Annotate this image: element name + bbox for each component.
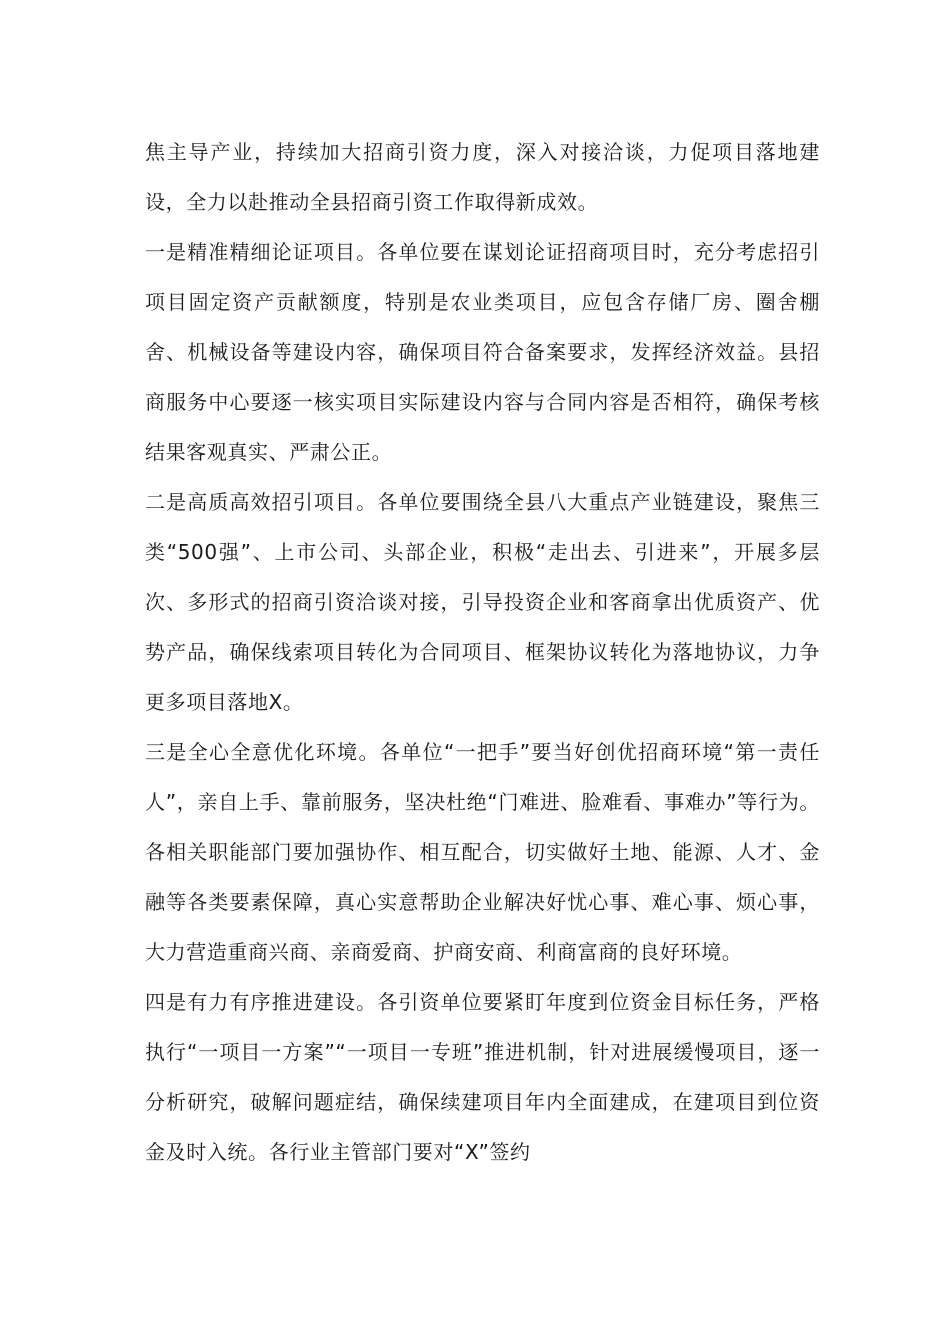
paragraph-environment-optimization: 三是全心全意优化环境。各单位“一把手”要当好创优招商环境“第一责任人”，亲自上手、靠前服务，坚决杜绝“门难进、脸难看、事难办”等行为。各相关职能部门要加强协作、相互配合，切实做好土地、能源、人才、金融等各类要素保障，真心实意帮助企业解决好忧心事、难心事、烦心事，大力营造重商兴商、亲商爱商、护商安商、利商富商的良好环境。 xyxy=(145,740,820,964)
paragraph-project-verification: 一是精准精细论证项目。各单位要在谋划论证招商项目时，充分考虑招引项目固定资产贡献额度，特别是农业类项目，应包含存储厂房、圈舍棚舍、机械设备等建设内容，确保项目符合备案要求，发挥经济效益。县招商服务中心要逐一核实项目实际建设内容与合同内容是否相符，确保考核结果客观真实、严肃公正。 xyxy=(145,240,820,464)
paragraph-project-attraction: 二是高质高效招引项目。各单位要围绕全县八大重点产业链建设，聚焦三类“500强”、上市公司、头部企业，积极“走出去、引进来”，开展多层次、多形式的招商引资洽谈对接，引导投资企业和客商拿出优质资产、优势产品，确保线索项目转化为合同项目、框架协议转化为落地协议，力争更多项目落地X。 xyxy=(145,490,820,714)
paragraph-intro-continuation: 焦主导产业，持续加大招商引资力度，深入对接洽谈，力促项目落地建设，全力以赴推动全县招商引资工作取得新成效。 xyxy=(145,140,820,214)
paragraph-construction-progress: 四是有力有序推进建设。各引资单位要紧盯年度到位资金目标任务，严格执行“一项目一方案”“一项目一专班”推进机制，针对进展缓慢项目，逐一分析研究，破解问题症结，确保续建项目年内全面建成，在建项目到位资金及时入统。各行业主管部门要对“X”签约 xyxy=(145,990,820,1164)
document-body xyxy=(145,127,820,1177)
